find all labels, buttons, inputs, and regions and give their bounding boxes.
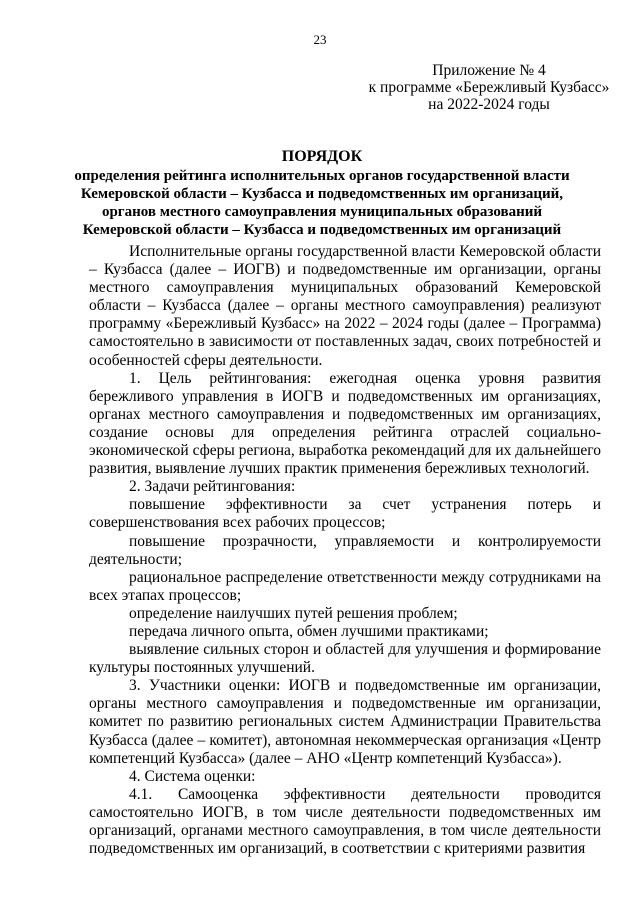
title-line: органов местного самоуправления муниципальных образований: [101, 204, 543, 220]
body-paragraph-task: повышение прозрачности, управляемости и контролируемости деятельности;: [89, 532, 601, 568]
appendix-line-3: на 2022-2024 годы: [428, 96, 550, 113]
body-paragraph-task: передача личного опыта, обмен лучшими практиками;: [129, 622, 489, 640]
title-line: Кемеровской области – Кузбасса и подведомственных им организаций: [82, 222, 562, 238]
appendix-attribution: [360, 62, 618, 113]
body-paragraph-goal: 1. Цель рейтингования: ежегодная оценка уровня развития бережливого управления в ИОГВ и подведомственных им организациях, органах местного самоуправления и подведомственных им организациях, создание основы для определения рейтинга отраслей социально-экономической сферы региона, выработка рекомендаций для их дальнейшего развития, выявление лучших практик применения бережливых технологий.: [89, 369, 601, 478]
body-paragraph-task: повышение эффективности за счет устранения потерь и совершенствования всех рабочих процессов;: [89, 496, 601, 532]
body-paragraph-task: выявление сильных сторон и областей для улучшения и формирование культуры постоянных улучшений.: [89, 641, 601, 677]
title-heading: ПОРЯДОК: [281, 148, 363, 165]
body-paragraph-system-heading: 4. Система оценки:: [129, 767, 256, 785]
body-paragraph-tasks-heading: 2. Задачи рейтингования:: [129, 478, 296, 496]
body-paragraph-intro: Исполнительные органы государственной власти Кемеровской области – Кузбасса (далее – ИОГВ) и подведомственные им организации, органы местного самоуправления муниципальных образований Кемеровской области – Кузбасса (далее – органы местного самоуправления) реализуют программу «Бережливый Кузбасс» на 2022 – 2024 годы (далее – Программа) самостоятельно в зависимости от поставленных задач, своих потребностей и особенностей сферы деятельности.: [89, 243, 601, 369]
body-paragraph-task: рациональное распределение ответственности между сотрудниками на всех этапах процессов;: [89, 568, 601, 604]
body-paragraph-participants: 3. Участники оценки: ИОГВ и подведомственные им организации, органы местного самоуправления и подведомственные им организации, комитет по развитию региональных систем Администрации Правительства Кузбасса (далее – комитет), автономная некоммерческая организация «Центр компетенций Кузбасса» (далее – АНО «Центр компетенций Кузбасса»).: [89, 677, 601, 767]
title-line: Кемеровской области – Кузбасса и подведомственных им организаций,: [80, 186, 564, 202]
title-line: определения рейтинга исполнительных органов государственной власти: [74, 168, 570, 184]
appendix-line-1: Приложение № 4: [432, 62, 546, 79]
document-body: [89, 243, 601, 858]
page-number: 23: [313, 32, 327, 47]
body-paragraph-self-assessment: 4.1. Самооценка эффективности деятельности проводится самостоятельно ИОГВ, в том числе деятельности подведомственных им организаций, органами местного самоуправления, в том числе деятельности подведомственных им организаций, в соответствии с критериями развития: [89, 785, 601, 858]
document-title: [40, 148, 604, 239]
body-paragraph-task: определение наилучших путей решения проблем;: [129, 604, 458, 622]
appendix-line-2: к программе «Бережливый Кузбасс»: [368, 79, 610, 96]
